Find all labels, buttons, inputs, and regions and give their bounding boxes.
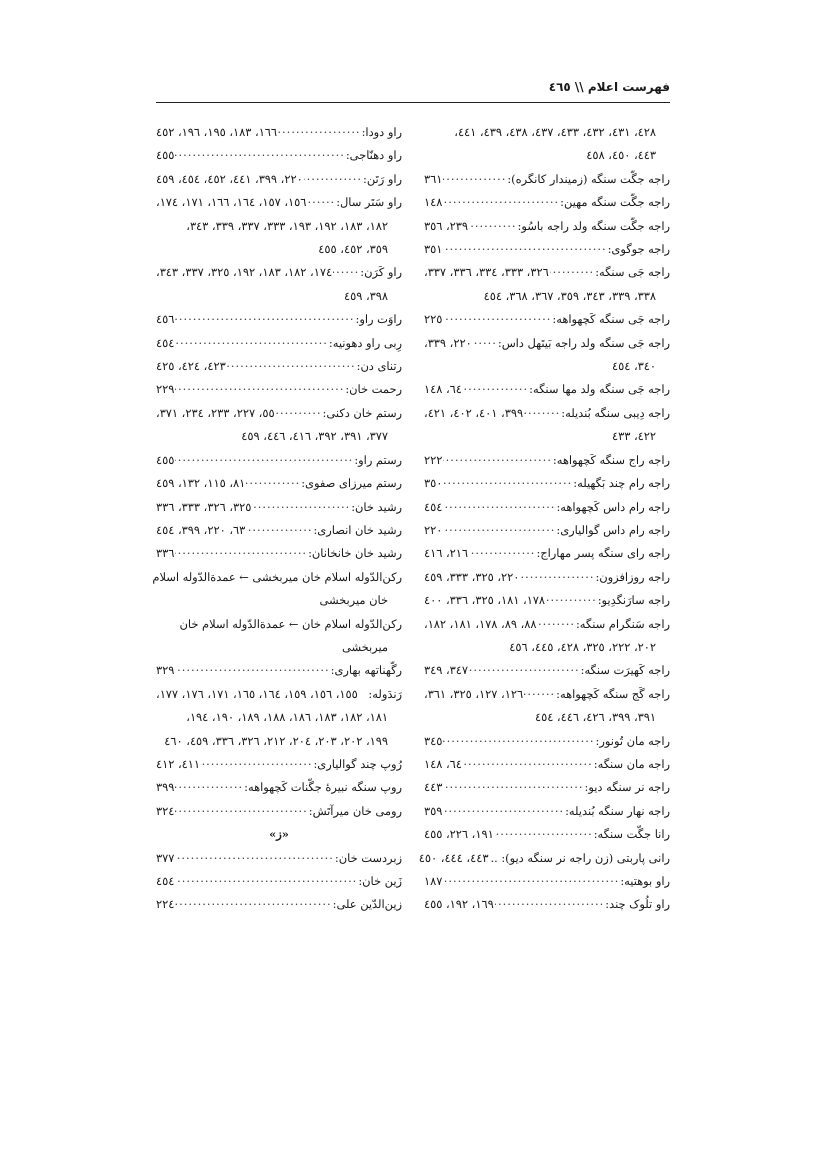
entry-pages: ٢٢٠، ٣٩٩، ٤٤١، ٤٥٢، ٤٥٤، ٤٥٩ (156, 171, 303, 186)
index-entry (424, 308, 670, 331)
entry-name: راجه جگّت سنگه (زمیندار کانگره): (507, 171, 670, 186)
entry-pages: ٥٥، ٢٢٧، ٢٣٣، ٢٣٤، ٣٧١، (156, 405, 275, 420)
entry-continuation: ١٩٩، ٢٠٢، ٢٠٣، ٢٠٤، ٢١٢، ٣٢٦، ٣٣٦، ٤٥٩، ٤٦٠ (164, 733, 388, 748)
entry-pages: ١٧٨، ١٨١، ٣٢٥، ٣٣٦، ٤٠٠ (424, 593, 546, 608)
entry-name: راجه مان تُونور: (595, 733, 670, 748)
index-entry (424, 238, 670, 261)
entry-line (424, 332, 670, 355)
entry-name: راجه نهار سنگه بُندیله: (565, 803, 670, 818)
index-column-left (152, 121, 402, 917)
entry-name: راو دهنّاجی: (345, 148, 402, 163)
entry-name: رتنای دن: (356, 359, 402, 374)
section-letter: «ز» (269, 827, 289, 842)
dot-leader (276, 399, 322, 422)
entry-name: راجه کَهیرَت سنگه: (580, 663, 670, 678)
index-entry (156, 893, 402, 916)
entry-name: راجه جَی سنگه ولد مها سنگه: (529, 382, 670, 397)
entry-line (424, 613, 670, 636)
entry-line (156, 683, 402, 706)
dot-leader (469, 539, 535, 562)
index-entry (424, 121, 670, 168)
dot-leader (443, 867, 619, 890)
entry-pages: ٣٤٧، ٣٤٩ (424, 663, 469, 678)
entry-continuation: ١٨١، ١٨٢، ١٨٣، ١٨٦، ١٨٨، ١٨٩، ١٩٠، ١٩٤، (186, 710, 388, 725)
entry-name: راجه جَی سنگه ولد راجه بَیتَهل داس: (497, 335, 670, 350)
entry-name: رحمت خان: (345, 382, 402, 397)
entry-name: راجه راج سنگه کَچهواهه: (552, 452, 670, 467)
entry-line (424, 238, 670, 261)
entry-pages: ٤١١، ٤١٢ (156, 756, 201, 771)
entry-name: راجه سَنگرام سنگه: (575, 616, 670, 631)
index-entry (424, 519, 670, 542)
dot-leader (443, 727, 594, 750)
entry-pages: ٦٣، ٢٢٠، ٣٩٩، ٤٥٤ (156, 522, 246, 537)
entry-text: رکن‌الدّوله اسلام خان ← عمدةالدّوله اسلام خان (179, 616, 402, 631)
entry-pages: ٢٢٥ (424, 312, 443, 327)
entry-pages: ٣٢٦، ٣٣٣، ٣٣٤، ٣٣٦، ٣٣٧، (424, 265, 549, 280)
entry-continuation: ٢٠٢، ٢٢٢، ٣٢٥، ٤٢٨، ٤٤٥، ٤٥٦ (509, 639, 656, 654)
entry-line (424, 519, 670, 542)
entry-pages: ٣٩٩ (156, 780, 175, 795)
entry-text: خان میربخشی (319, 593, 388, 608)
dot-leader (520, 563, 594, 586)
entry-pages: ٣٢٤ (156, 803, 175, 818)
entry-pages: ٢٢٠ (424, 522, 443, 537)
entry-name: زبردست خان: (334, 850, 402, 865)
entry-pages: ٤٥٥ (156, 452, 175, 467)
entry-line (156, 168, 402, 191)
entry-name: رومی خان میرآتَش: (308, 803, 402, 818)
index-entry (424, 823, 670, 846)
dot-leader (463, 375, 528, 398)
entry-pages: ٦٤، ١٤٨ (424, 756, 462, 771)
entry-name: راجه رام داس کَچهواهه: (556, 499, 670, 514)
entry-line (424, 823, 670, 846)
dot-leader (443, 516, 555, 539)
header-title: فهرست اعلام \\ ٤٦٥ (548, 80, 670, 94)
dot-leader (443, 165, 506, 188)
entry-continuation: ٣٥٩، ٤٥٢، ٤٥٥ (318, 242, 388, 257)
index-entry (424, 261, 670, 308)
dot-leader (175, 656, 329, 679)
entry-text: میربخشی (341, 639, 388, 654)
entry-name: راجه دِیبی سنگه بُندیله: (561, 405, 670, 420)
dot-leader (469, 212, 516, 235)
dot-leader (443, 235, 606, 258)
index-entry (156, 659, 402, 682)
entry-continuation: ٤٢٢، ٤٣٣ (611, 429, 656, 444)
index-entry (156, 613, 402, 660)
entry-pages: ٤٥٤ (156, 874, 175, 888)
entry-pages: ٢٢٠، ٣٢٥، ٣٣٣، ٤٥٩ (424, 569, 520, 584)
entry-name: رِبی راو دهونیه: (328, 335, 402, 350)
entry-pages: ٣٧٧ (156, 850, 175, 865)
index-entry (156, 191, 402, 261)
dot-leader (443, 773, 583, 796)
entry-name: زَین خان: (358, 874, 402, 888)
entry-pages: ١٦٦، ١٨٣، ١٩٥، ١٩٦، ٤٥٢ (156, 125, 278, 139)
entry-continuation: ٣٤٠، ٤٥٤ (611, 359, 656, 374)
entry-pages: ٢٢٢ (424, 452, 443, 467)
entry-pages: ٤٤٣ (424, 780, 443, 795)
index-entry (152, 566, 402, 613)
index-entry (156, 168, 402, 191)
dot-leader (227, 352, 356, 375)
dot-leader (175, 539, 307, 562)
entry-pages: ١٤٨ (424, 195, 443, 210)
entry-name: رشید خان: (351, 499, 402, 514)
entry-name: رستم خان دکنی: (322, 405, 402, 420)
entry-line (424, 683, 670, 706)
dot-leader (175, 773, 243, 796)
dot-leader (175, 305, 354, 328)
dot-leader (175, 141, 344, 164)
dot-leader (495, 890, 605, 913)
entry-line (424, 308, 670, 331)
entry-pages: ٢١٦، ٤١٦ (424, 546, 469, 561)
dot-leader (469, 656, 580, 679)
entry-line (156, 893, 402, 916)
entry-name: راوَت راو: (355, 312, 402, 327)
entry-name: راجه گَج سنگه کَچهواهه: (556, 686, 670, 701)
entry-line (156, 542, 402, 565)
entry-pages: ١٩١، ٢٢٦، ٤٥٥ (424, 827, 494, 842)
index-entry (156, 144, 402, 167)
entry-line (156, 800, 402, 823)
index-entry (424, 683, 670, 730)
entry-name: راو دودا: (361, 125, 402, 139)
index-entry (424, 332, 670, 379)
entry-name: رانی پاربتی (زن راجه نر سنگه دیو): .. (490, 850, 670, 865)
index-column-right (418, 121, 670, 917)
entry-pages: ١٦٩، ١٩٢، ٤٥٥ (424, 897, 494, 912)
entry-name: راجه جوگوی: (607, 242, 670, 257)
dot-leader (333, 258, 359, 281)
entry-name: رشید خان انصاری: (313, 522, 402, 537)
entry-line (156, 191, 402, 214)
entry-name: راجه رام چند بَگهیله: (573, 476, 670, 491)
entry-pages: ٨١، ١١٥، ١٣٢، ٤٥٩ (156, 476, 246, 491)
dot-leader (304, 165, 362, 188)
entry-line (424, 893, 670, 916)
index-entry (424, 402, 670, 449)
dot-leader (538, 610, 575, 633)
entry-line (156, 659, 402, 682)
entry-name: راجه جَی سنگه کَچهواهه: (552, 312, 670, 327)
dot-leader (175, 844, 334, 867)
entry-name: زین‌الدّین علی: (332, 897, 402, 912)
dot-leader (473, 329, 497, 352)
dot-leader (246, 516, 312, 539)
dot-leader (546, 586, 597, 609)
entry-continuation: ٤٤٣، ٤٥٠، ٤٥٨ (586, 148, 656, 163)
entry-name: راجه رام داس گوالیاری: (556, 522, 670, 537)
entry-pages: ٣٥٩ (424, 803, 443, 818)
index-entry (156, 542, 402, 565)
entry-name: راو تلُوک چند: (605, 897, 670, 912)
dot-leader (443, 493, 555, 516)
entry-pages: ٣٣٦ (156, 546, 175, 561)
entry-pages: ٢٢٠، ٣٣٩، (424, 335, 472, 350)
dot-leader (252, 493, 350, 516)
entry-pages: ٤٥٥ (156, 148, 175, 163)
dot-leader (175, 890, 331, 913)
dot-leader (463, 750, 593, 773)
entry-name: راجه جَی سنگه: (595, 265, 670, 280)
entry-pages: ١٥٦، ١٥٧، ١٦٤، ١٦٦، ١٧١، ١٧٤، (156, 195, 307, 210)
dot-leader (443, 305, 551, 328)
index-entry (156, 683, 402, 753)
index-entry (156, 402, 402, 449)
entry-name: راجه جگّت سنگه ولد راجه باسُو: (517, 218, 670, 233)
index-entry (424, 191, 670, 214)
entry-name: رشید خان خانخانان: (308, 546, 402, 561)
entry-pages: ٤٥٤ (156, 335, 175, 350)
entry-pages: ١٨٧ (424, 874, 443, 888)
dot-leader (175, 446, 353, 469)
entry-continuation: ١٨٢، ١٨٣، ١٩٢، ١٩٣، ٣٣٣، ٣٣٧، ٣٣٩، ٣٤٣، (186, 218, 388, 233)
dot-leader (175, 867, 357, 890)
index-entry (156, 800, 402, 823)
entry-text: رکن‌الدّوله اسلام خان میربخشی ← عمدةالدّوله اسلام (152, 569, 402, 584)
dot-leader (175, 329, 328, 352)
entry-name: راجه نر سنگه دیو: (584, 780, 670, 795)
entry-pages: ٨٨، ٨٩، ١٧٨، ١٨١، ١٨٢، (424, 616, 537, 631)
entry-pages: ٣٢٥، ٣٢٦، ٣٣٣، ٣٣٦ (156, 499, 252, 514)
entry-name: رستم میرزای صفوی: (301, 476, 402, 491)
entry-line (156, 402, 402, 425)
entry-pages: ٣٢٩ (156, 663, 175, 678)
entry-name: راو کَرَن: (360, 265, 402, 280)
entry-line (156, 261, 402, 284)
entry-pages: ٤٢٣، ٤٢٤، ٤٢٥ (156, 359, 226, 374)
entry-name: راو رَتَن: (363, 171, 402, 186)
dot-leader (443, 188, 559, 211)
index-entry (424, 893, 670, 916)
entry-name: راو سَتَر سال: (336, 195, 402, 210)
dot-leader (278, 118, 361, 141)
entry-pages: ٣٩٩، ٤٠١، ٤٠٢، ٤٢١، (424, 405, 524, 420)
entry-pages: ١٢٦، ١٢٧، ٣٢٥، ٣٦١، (424, 686, 524, 701)
entry-line (424, 261, 670, 284)
entry-pages: ٤٥٤ (424, 499, 443, 514)
dot-leader (443, 446, 552, 469)
entry-line (424, 402, 670, 425)
entry-pages: ٣٦١ (424, 171, 443, 186)
dot-leader (201, 750, 312, 773)
entry-pages: ٣٥٠ (424, 476, 443, 491)
entry-continuation: ٤٢٨، ٤٣١، ٤٣٢، ٤٣٣، ٤٣٧، ٤٣٨، ٤٣٩، ٤٤١، (454, 125, 656, 139)
entry-pages: ٢٣٩، ٣٥٦ (424, 218, 469, 233)
dot-leader (443, 469, 572, 492)
entry-name: راجه رای سنگه پسر مهاراج: (536, 546, 670, 561)
dot-leader (550, 258, 594, 281)
entry-name: راجه جگّت سنگه مهین: (560, 195, 670, 210)
entry-pages: ٤٥٦ (156, 312, 175, 327)
running-header (156, 76, 670, 103)
entry-pages: ٤٤٣، ٤٤٤، ٤٥٠ (418, 850, 489, 865)
entry-pages: ٣٤٥ (424, 733, 443, 748)
dot-leader (246, 469, 300, 492)
entry-name: روپ سنگه نبیرهٔ جگّنات کَچهواهه: (244, 780, 402, 795)
dot-leader (443, 797, 564, 820)
entry-continuation: ٣٩٨، ٤٥٩ (343, 288, 388, 303)
entry-pages: ٢٢٤ (156, 897, 175, 912)
dot-leader (495, 820, 593, 843)
entry-name: رُوپ چند گوالیاری: (313, 756, 402, 771)
entry-pages: ٣٥١ (424, 242, 443, 257)
entry-continuation: ٣٣٨، ٣٣٩، ٣٤٣، ٣٥٩، ٣٦٧، ٣٦٨، ٤٥٤ (483, 288, 656, 303)
entry-continuation: ٣٧٧، ٣٩١، ٣٩٢، ٤١٦، ٤٤٦، ٤٥٩ (241, 429, 388, 444)
entry-pages: ٢٢٩ (156, 382, 175, 397)
entry-name: راجه سارَنگدِیو: (597, 593, 670, 608)
entry-name: راو بوهتیه: (620, 874, 670, 888)
entry-pages: ١٧٤، ١٨٢، ١٨٣، ١٩٢، ٣٢٥، ٣٣٧، ٣٤٣، (156, 265, 333, 280)
entry-pages: ١٥٥، ١٥٦، ١٥٩، ١٦٤، ١٦٥، ١٧١، ١٧٦، ١٧٧، (156, 686, 358, 701)
dot-leader (175, 797, 307, 820)
entry-name: راجه روزافزون: (595, 569, 670, 584)
entry-line (424, 191, 670, 214)
entry-pages: ٦٤، ١٤٨ (424, 382, 462, 397)
dot-leader (307, 188, 335, 211)
entry-name: راجه مان سنگه: (593, 756, 670, 771)
entry-line (156, 144, 402, 167)
dot-leader (524, 680, 555, 703)
entry-name: رَندَوله: (368, 686, 402, 701)
dot-leader (175, 375, 344, 398)
entry-continuation: ٣٩١، ٣٩٩، ٤٢٦، ٤٤٦، ٤٥٤ (534, 710, 656, 725)
entry-name: رستم راو: (354, 452, 402, 467)
index-entry (424, 613, 670, 660)
dot-leader (524, 399, 560, 422)
index-entry (156, 261, 402, 308)
entry-name: رانا جگّت سنگه: (593, 827, 670, 842)
entry-name: رگّهناتهه بهاری: (330, 663, 402, 678)
